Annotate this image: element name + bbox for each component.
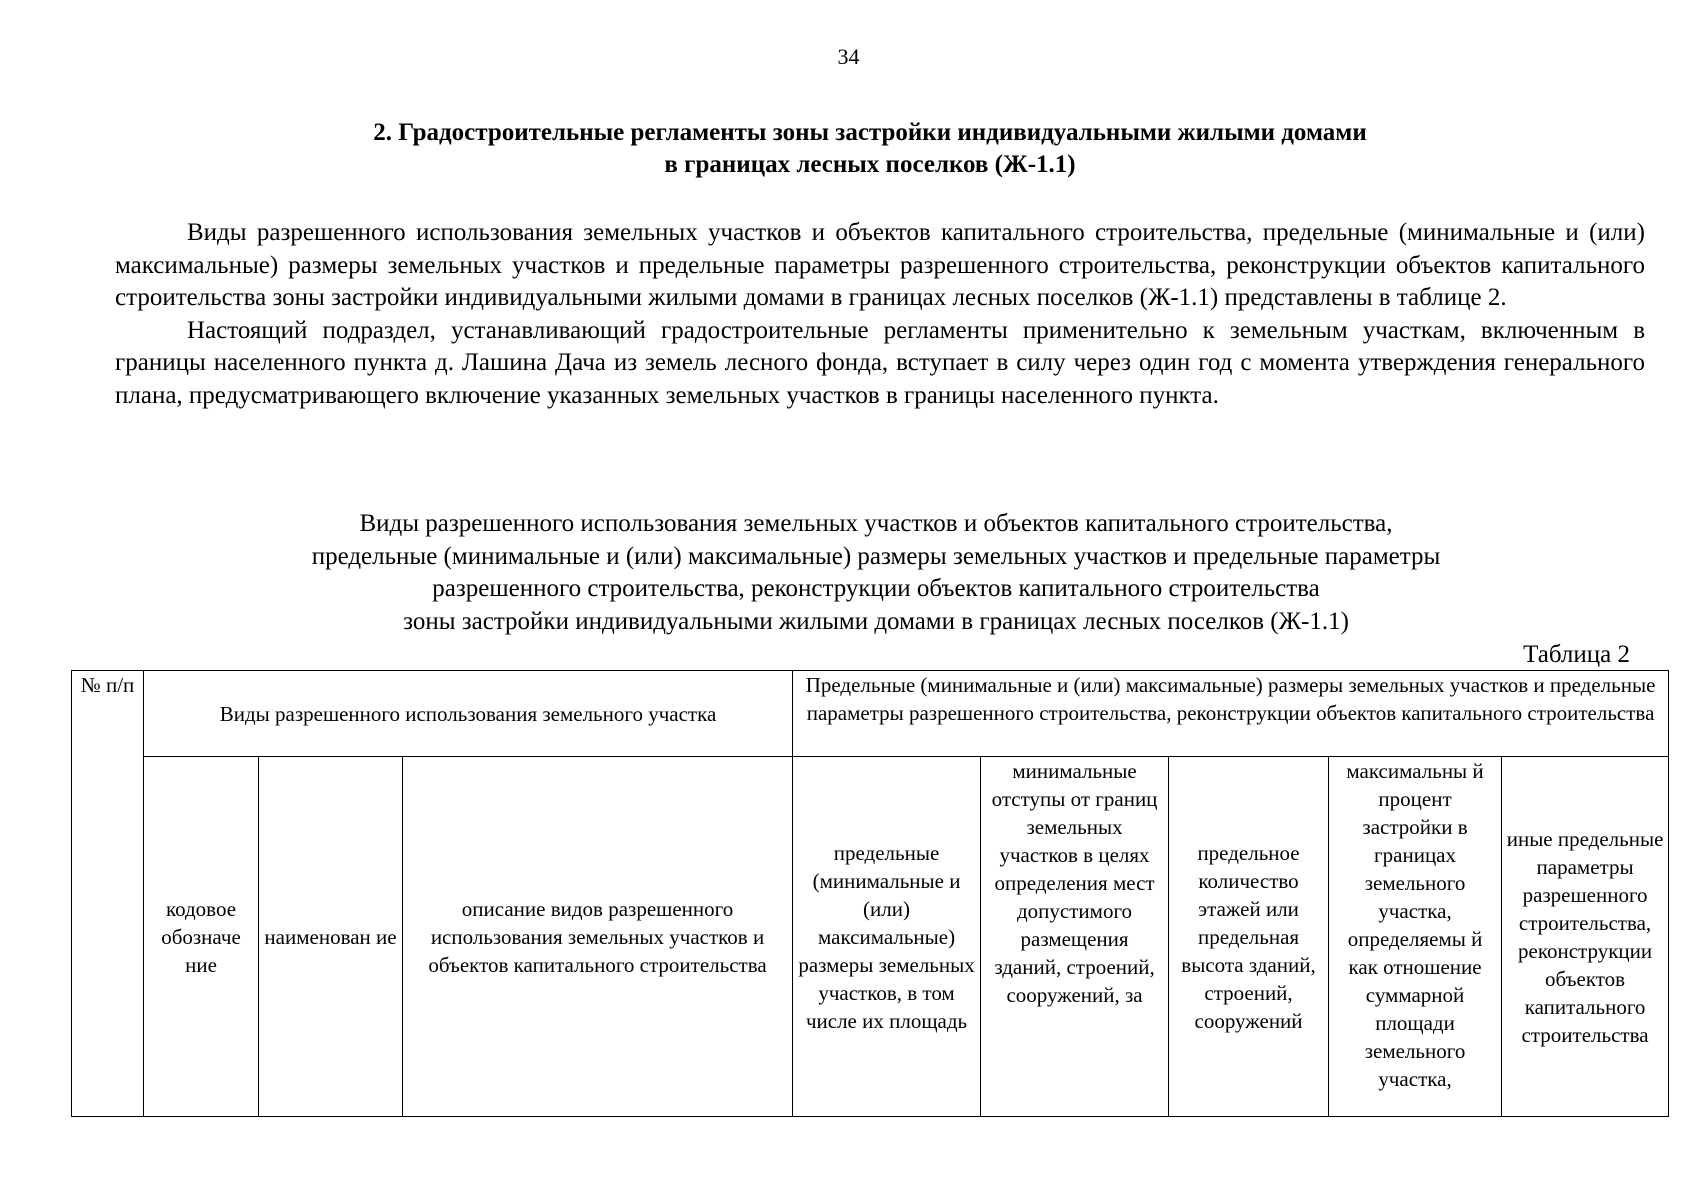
header-plot-size: предельные (минимальные и (или) максимальные) размеры земельных участков, в том числе их площадь xyxy=(793,757,981,1117)
header-floors: предельное количество этажей или предельная высота зданий, строений, сооружений xyxy=(1169,757,1329,1117)
table-caption-line: зоны застройки индивидуальными жилыми домами в границах лесных поселков (Ж-1.1) xyxy=(403,607,1349,635)
table-caption-line: Виды разрешенного использования земельных участков и объектов капитального строительства, xyxy=(359,510,1393,537)
header-number: № п/п xyxy=(72,671,144,1117)
header-limits: Предельные (минимальные и (или) максимальные) размеры земельных участков и предельные параметры разрешенного строительства, реконструкции объектов капитального строительства xyxy=(793,671,1669,757)
header-use-types: Виды разрешенного использования земельного участка xyxy=(144,671,793,757)
section-title xyxy=(200,117,1540,181)
page-number: 34 xyxy=(837,44,860,69)
body-text xyxy=(115,217,1645,412)
header-other: иные предельные параметры разрешенного строительства, реконструкции объектов капитального строительства xyxy=(1502,757,1669,1117)
regulations-table xyxy=(71,670,1669,1117)
paragraph: Виды разрешенного использования земельных участков и объектов капитального строительства, предельные (минимальные и (или) максимальные) размеры земельных участков и предельные параметры разрешенного строительства, реконструкции объектов капитального строительства зоны застройки индивидуальными жилыми домами в границах лесных поселков (Ж-1.1) представлены в таблице 2. xyxy=(115,219,1645,311)
section-title-line-1: 2. Градостроительные регламенты зоны застройки индивидуальными жилыми домами xyxy=(373,119,1367,146)
table-caption-line: разрешенного строительства, реконструкции объектов капитального строительства xyxy=(432,575,1320,602)
table-label: Таблица 2 xyxy=(1523,641,1630,668)
header-name: наименован ие xyxy=(259,757,403,1117)
header-coverage: максимальны й процент застройки в границах земельного участка, определяемы й как отношение суммарной площади земельного участка, xyxy=(1329,757,1502,1117)
table-caption-line: предельные (минимальные и (или) максимальные) размеры земельных участков и предельные параметры xyxy=(311,542,1441,570)
header-description: описание видов разрешенного использования земельных участков и объектов капитального строительства xyxy=(403,757,793,1117)
header-code: кодовое обозначе ние xyxy=(144,757,259,1117)
paragraph: Настоящий подраздел, устанавливающий градостроительные регламенты применительно к земельным участкам, включенным в границы населенного пункта д. Лашина Дача из земель лесного фонда, вступает в силу через один год с момента утверждения генерального плана, предусматривающего включение указанных земельных участков в границы населенного пункта. xyxy=(115,316,1645,409)
header-setbacks: минимальные отступы от границ земельных участков в целях определения мест допустимого размещения зданий, строений, сооружений, за xyxy=(981,757,1169,1117)
section-title-line-2: в границах лесных поселков (Ж-1.1) xyxy=(664,151,1076,178)
table-caption xyxy=(0,508,1697,638)
